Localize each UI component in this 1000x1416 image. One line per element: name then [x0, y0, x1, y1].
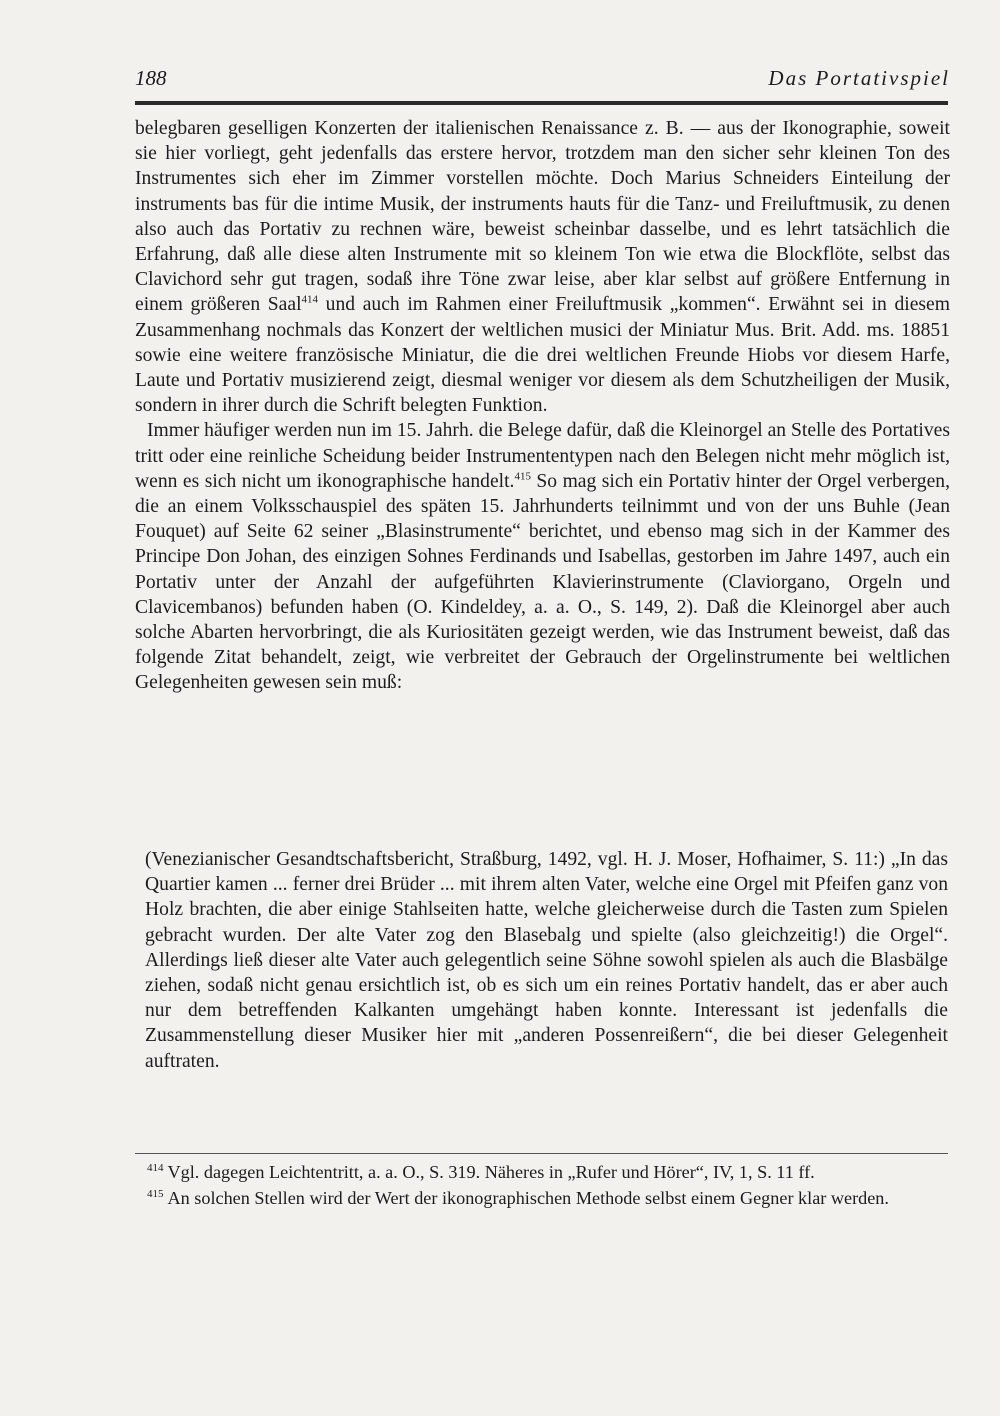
main-text: [135, 116, 950, 696]
paragraph-text: und auch im Rahmen einer Freiluftmusik „kommen“. Erwähnt sei in diesem Zusammenhang nochmals das Konzert der weltlichen musici der Miniatur Mus. Brit. Add. ms. 18851 sowie eine weitere französische Miniatur, die die drei weltlichen Freunde Hiobs vor diesem Harfe, Laute und Portativ musizierend zeigt, diesmal weniger vor diesem als dem Schutzheiligen der Musik, sondern in ihrer durch die Schrift belegten Funktion.: [135, 294, 950, 417]
footnote: [135, 1160, 950, 1184]
block-quote: [145, 847, 948, 1074]
footnotes: [135, 1160, 950, 1212]
footnote-rule: [135, 1153, 948, 1154]
paragraph-text: belegbaren geselligen Konzerten der italienischen Renaissance z. B. — aus der Ikonographie, soweit sie hier vorliegt, geht jedenfalls das erstere hervor, trotzdem man den sicher sehr kleinen Ton des Instrumentes sich eher im Zimmer vorstellen möchte. Doch Marius Schneiders Einteilung der instruments bas für die intime Musik, der instruments hauts für die Tanz- und Freiluftmusik, zu denen also auch das Portativ zu rechnen wäre, beweist scheinbar dasselbe, und es lehrt tatsächlich die Erfahrung, daß alle diese alten Instrumente mit so kleinem Ton wie etwa die Blockflöte, selbst das Clavichord sehr gut tragen, sodaß ihre Töne zwar leise, aber klar selbst auf größere Entfernung in einem größeren Saal: [135, 118, 950, 316]
running-title: Das Portativspiel: [768, 66, 950, 90]
paragraph-text: So mag sich ein Portativ hinter der Orgel verbergen, die an einem Volksschauspiel des späten 15. Jahrhunderts teilnimmt und von der uns Buhle (Jean Fouquet) auf Seite 62 seiner „Blasinstrumente“ berichtet, und ebenso mag sich in der Kammer des Principe Don Johan, des einzigen Sohnes Ferdinands und Isabellas, gestorben im Jahre 1497, auch ein Portativ unter der Anzahl der aufgeführten Klavierinstrumente (Claviorgano, Orgeln und Clavicembanos) befunden haben (O. Kindeldey, a. a. O., S. 149, 2). Daß die Kleinorgel aber auch solche Abarten hervorbringt, die als Kuriositäten gezeigt werden, wie das Instrument beweist, daß das folgende Zitat behandelt, zeigt, wie verbreitet der Gebrauch der Orgelinstrumente bei weltlichen Gelegenheiten gewesen sein muß:: [135, 470, 950, 694]
footnote-mark: 415: [147, 1187, 164, 1200]
paragraph: [135, 116, 950, 418]
footnote: [135, 1186, 950, 1210]
footnote-mark: 414: [147, 1161, 164, 1174]
footnote-text: An solchen Stellen wird der Wert der ikonographischen Methode selbst einem Gegner klar werden.: [167, 1188, 889, 1208]
footnote-ref[interactable]: 415: [514, 470, 531, 483]
paragraph-text: Immer häufiger werden nun im 15. Jahrh. die Belege dafür, daß die Kleinorgel an Stelle des Portatives tritt oder eine reinliche Scheidung beider Instrumententypen nach den Belegen nicht mehr möglich ist, wenn es sich nicht um ikonographische handelt.: [135, 420, 950, 492]
page-number: 188: [135, 66, 167, 90]
page-header: [135, 66, 950, 96]
footnote-text: Vgl. dagegen Leichtentritt, a. a. O., S. 319. Näheres in „Rufer und Hörer“, IV, 1, S. 11 ff.: [167, 1162, 815, 1182]
quote-text: (Venezianischer Gesandtschaftsbericht, Straßburg, 1492, vgl. H. J. Moser, Hofhaimer, S. 11:) „In das Quartier kamen ... ferner drei Brüder ... mit ihrem alten Vater, welche eine Orgel mit Pfeifen ganz von Holz brachten, die aber einige Stahlseiten hatte, welche gleicherweise durch die Tasten zum Spielen gebracht wurden. Der alte Vater zog den Blasebalg und spielte (also gleichzeitig!) die Orgel“. Allerdings ließ dieser alte Vater auch gelegentlich seine Söhne sowohl spielen als auch die Blasbälge ziehen, sodaß nicht genau ersichtlich ist, ob es sich um ein reines Portativ handelt, das er aber auch nur dem betreffenden Kalkanten umgehängt haben konnte. Interessant ist jedenfalls die Zusammenstellung dieser Musiker hier mit „anderen Possenreißern“, die bei dieser Gelegenheit auftraten.: [145, 849, 948, 1072]
footnote-ref[interactable]: 414: [301, 293, 319, 306]
header-rule: [135, 101, 948, 105]
paragraph: [135, 418, 950, 695]
